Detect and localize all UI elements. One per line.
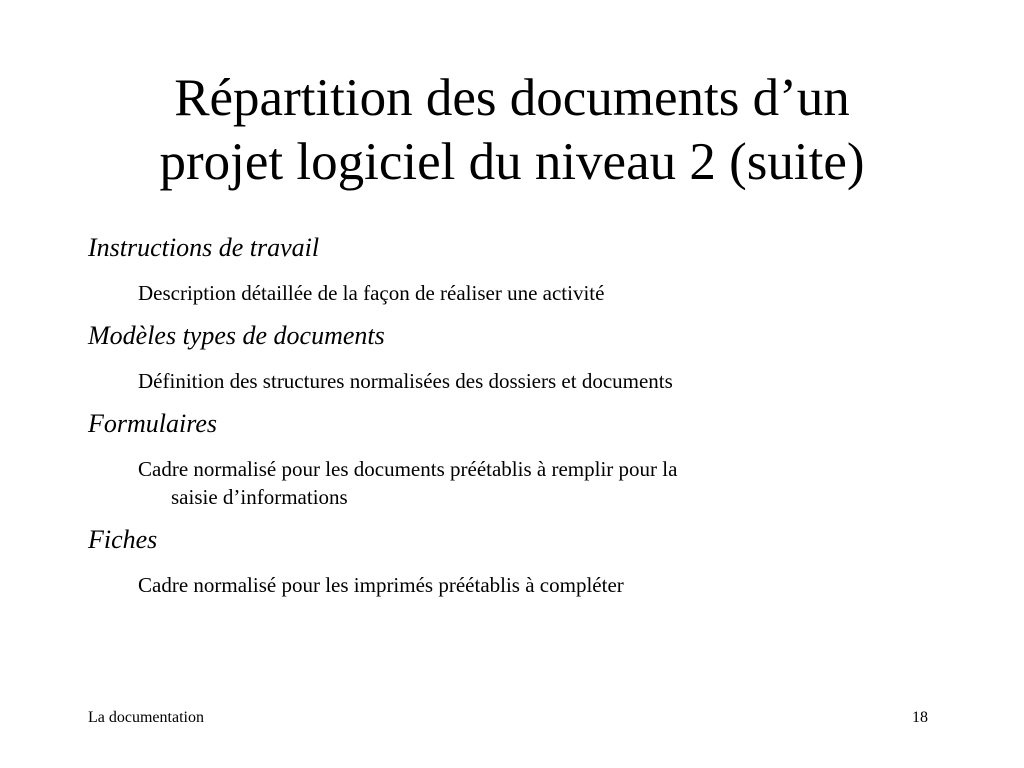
item-description-line: saisie d’informations <box>171 485 348 509</box>
item-heading: Instructions de travail <box>88 233 320 262</box>
item-description-line: Cadre normalisé pour les imprimés préétablis à compléter <box>138 573 624 597</box>
footer-text: La documentation <box>88 709 204 726</box>
item-description <box>88 367 948 395</box>
item-description-line: Cadre normalisé pour les documents préétablis à remplir pour la <box>138 457 678 481</box>
item-heading: Formulaires <box>88 409 218 438</box>
item-heading: Fiches <box>88 525 158 554</box>
title-line-2: projet logiciel du niveau 2 (suite) <box>159 133 865 191</box>
item-description <box>88 279 948 307</box>
item-description <box>88 455 948 511</box>
list-item-modeles <box>88 321 948 409</box>
list-item-instructions <box>88 233 948 321</box>
item-description-line: Description détaillée de la façon de réaliser une activité <box>138 281 605 305</box>
title-line-1: Répartition des documents d’un <box>174 69 850 127</box>
list-item-formulaires <box>88 409 948 525</box>
page-number: 18 <box>912 709 928 726</box>
item-description-line: Définition des structures normalisées des dossiers et documents <box>138 369 673 393</box>
item-description <box>88 571 948 599</box>
item-heading: Modèles types de documents <box>88 321 385 350</box>
slide-content <box>88 233 948 599</box>
slide-title <box>60 66 964 194</box>
list-item-fiches <box>88 525 948 599</box>
